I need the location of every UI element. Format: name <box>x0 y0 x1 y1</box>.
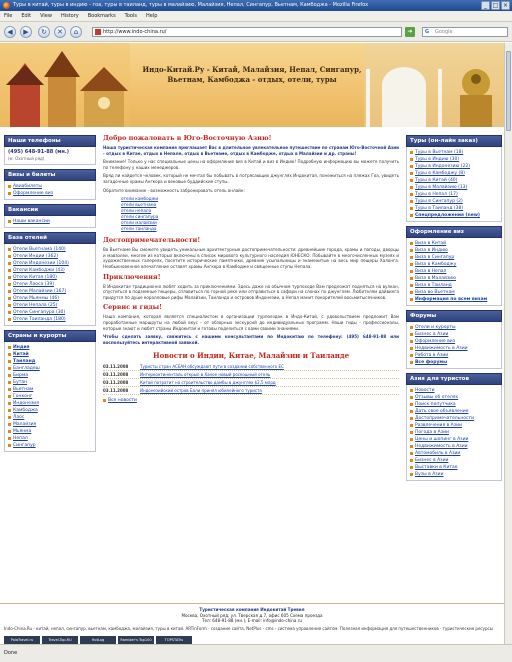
second-paragraph: Вряд ли найдется человек, который не мечтал бы побывать в потрясающих джунглях Индокитая, понежиться на пляжах Гоа, увидеть загадочные храмы Ангкора и вековые буддийские ступы. <box>103 173 399 184</box>
bullet-icon <box>8 311 11 314</box>
country-link[interactable]: Бангладеш <box>8 365 92 372</box>
hotel-booking-link[interactable]: отели вьетнама <box>121 202 157 208</box>
bullet-icon <box>410 298 413 301</box>
bullet-icon <box>410 417 413 420</box>
hotel-link[interactable]: Отели Мьянмы (46) <box>8 295 92 302</box>
hotels-list <box>4 244 96 326</box>
bullet-icon <box>8 353 11 356</box>
hotel-link[interactable]: Отели Таиланда (180) <box>8 316 92 323</box>
tour-link[interactable]: Туры в Малайзию (13) <box>410 184 498 191</box>
bullet-icon <box>410 424 413 427</box>
asia-link[interactable]: Отзывы об отелях <box>410 394 498 401</box>
bullet-icon <box>8 304 11 307</box>
tour-link[interactable]: Туры в Индонезию (22) <box>410 163 498 170</box>
asia-link[interactable]: Вузы в Азии <box>410 471 498 478</box>
consult-line: Чтобы сделать заявку, свяжитесь с нашими консультантами по Индокитаю по телефону: (495) 648-91-88 или воспользуйтесь интерактивной заявкой. <box>103 334 399 345</box>
bullet-icon <box>410 291 413 294</box>
bullet-icon <box>410 165 413 168</box>
bullet-icon <box>8 381 11 384</box>
attention-paragraph: Внимание! Только у нас специальные цены на оформление виз в Китай и виз в Индию! Подробную информацию вы можете получить по телефону у наших менеджеров. <box>103 159 399 170</box>
forum-link[interactable]: Бизнес в Азии <box>410 331 498 338</box>
menu-bookmarks[interactable]: Bookmarks <box>87 13 116 19</box>
asia-link[interactable]: Поиск попутчика <box>410 401 498 408</box>
left-sidebar <box>4 131 96 452</box>
bullet-icon <box>410 256 413 259</box>
bullet-icon <box>410 172 413 175</box>
service-paragraph: Наша компания, которая является специалистом в организации турпоездок в Индо-Китай, с удовольствием предложит Вам проработанные маршруты на любой вкус - от обзорных экскурсий до индивидуальных программ. Наши гиды - профессионалы, которые знают и любят страны Индокитая и готовы поделиться с вами своими знаниями. <box>103 314 399 331</box>
scrollbar-thumb[interactable] <box>506 51 511 131</box>
counter-badge[interactable]: Travel-Top.RU <box>42 636 78 644</box>
asia-link[interactable]: Новости <box>410 387 498 394</box>
tour-link[interactable]: Туры в Китай (40) <box>410 177 498 184</box>
asia-link[interactable]: Цены и шопинг в Азии <box>410 436 498 443</box>
site-favicon <box>95 29 101 35</box>
search-placeholder: Google <box>435 29 453 35</box>
bullet-icon <box>8 437 11 440</box>
bullet-icon <box>8 402 11 405</box>
counter-badge[interactable]: Rambler's Top100 <box>118 636 154 644</box>
country-link[interactable]: Гонконг <box>8 393 92 400</box>
hotel-link[interactable]: Отели Китая (180) <box>8 274 92 281</box>
hotel-link[interactable]: Отели Малайзии (167) <box>8 288 92 295</box>
country-link[interactable]: Лаос <box>8 414 92 421</box>
tour-link[interactable]: Туры в Индию (30) <box>410 156 498 163</box>
visa-link[interactable]: Виза в Таиланд <box>410 282 498 289</box>
bullet-icon <box>410 333 413 336</box>
country-link[interactable]: Сингапур <box>8 442 92 449</box>
bullet-icon <box>410 270 413 273</box>
hotel-booking-link[interactable]: отели непала <box>121 208 152 214</box>
visa-link[interactable]: Виза в Непал <box>410 268 498 275</box>
news-item[interactable]: 03.11.2008 Индонезийский остров Бали принял юбилейного туриста <box>103 387 399 395</box>
all-news-link[interactable]: Все новости <box>103 397 399 404</box>
url-bar[interactable] <box>92 27 402 37</box>
bullet-icon <box>8 395 11 398</box>
counter-badge[interactable]: PolaTravel.ru <box>4 636 40 644</box>
bullet-icon <box>8 416 11 419</box>
site-banner <box>0 43 504 127</box>
hotel-booking-link[interactable]: отели таиланда <box>121 226 157 232</box>
intro-paragraph: Наша туристическая компания приглашает Вас в длительное увлекательное путешествие по странам Юго-Восточной Азии - отдых в Китае, отдых в Непале, отдых в Вьетнаме, отдых в Камбодже, отдых в Малайзии и др. страны! <box>103 145 399 156</box>
bullet-icon <box>8 192 11 195</box>
vertical-scrollbar[interactable] <box>504 43 512 644</box>
bullet-icon <box>410 354 413 357</box>
status-bar <box>0 644 512 662</box>
sights-heading: Достопримечательности! <box>103 236 201 245</box>
tour-link[interactable]: Туры в Камбоджу (8) <box>410 170 498 177</box>
visa-link[interactable]: Виза в Сингапур <box>410 254 498 261</box>
bullet-icon <box>103 399 106 402</box>
bullet-icon <box>410 340 413 343</box>
asia-heading: Азия для туристов <box>406 373 502 385</box>
stop-icon[interactable]: ✕ <box>54 26 66 38</box>
hotel-link[interactable]: Отели Индии (362) <box>8 253 92 260</box>
country-link[interactable]: Бутан <box>8 379 92 386</box>
url-text: http://www.indo-china.ru/ <box>103 29 167 35</box>
pagoda-illustration <box>0 43 130 127</box>
hotel-booking-link[interactable]: отели малайзии <box>121 220 157 226</box>
select-paragraph: Обратите внимание - возможность забронировать отель онлайн: <box>103 187 245 193</box>
news-item[interactable]: 03.11.2008 Туристы стран АСЕАН обсуждают пути в создании собственного ЕС <box>103 363 399 371</box>
visa-service-heading: Оформление виз <box>406 226 502 238</box>
menu-view[interactable]: View <box>40 13 52 19</box>
bullet-icon <box>8 374 11 377</box>
hotel-link[interactable]: Отели Вьетнама (140) <box>8 246 92 253</box>
asia-link[interactable]: Развлечения в Азии <box>410 422 498 429</box>
bullet-icon <box>410 151 413 154</box>
bullet-icon <box>410 473 413 476</box>
news-item[interactable]: 03.11.2008 Интерконтиненталь открыл в Ханое новый роскошный отель <box>103 371 399 379</box>
menubar <box>0 11 512 22</box>
bullet-icon <box>410 396 413 399</box>
bullet-icon <box>8 423 11 426</box>
bullet-icon <box>8 346 11 349</box>
news-heading: Новости о Индии, Китае, Малайзии и Таиланде <box>152 351 350 361</box>
menu-tools[interactable]: Tools <box>124 13 137 19</box>
bullet-icon <box>410 347 413 350</box>
bullet-icon <box>8 360 11 363</box>
tour-link[interactable]: Туры в Непал (17) <box>410 191 498 198</box>
bullet-icon <box>8 283 11 286</box>
visa-link[interactable]: Виза в Камбоджу <box>410 261 498 268</box>
visa-link[interactable]: Виза в Малайзию <box>410 275 498 282</box>
tour-link[interactable]: Туры в Вьетнам (18) <box>410 149 498 156</box>
country-link[interactable]: Индонезия <box>8 400 92 407</box>
tours-list <box>406 147 502 222</box>
bullet-icon <box>410 242 413 245</box>
forums-heading: Форумы <box>406 310 502 322</box>
phones-heading: Наши телефоны <box>4 135 96 147</box>
maximize-button[interactable]: □ <box>492 2 499 9</box>
bullet-icon <box>8 318 11 321</box>
status-text: Done <box>4 650 18 656</box>
forum-link[interactable]: Отели и курорты <box>410 324 498 331</box>
bullet-icon <box>8 430 11 433</box>
bullet-icon <box>8 388 11 391</box>
banner-title: Индо-Китай.Ру - Китай, Малайзия, Непал, Сингапур, Вьетнам, Камбоджа - отдых, отели, туры <box>142 65 362 84</box>
bullet-icon <box>410 410 413 413</box>
bullet-icon <box>410 431 413 434</box>
hotel-link[interactable]: Отели Сингапура (30) <box>8 309 92 316</box>
firefox-icon <box>3 2 10 9</box>
all-forums-link[interactable]: Все форумы <box>410 359 498 366</box>
hotel-link[interactable]: Отели Камбоджи (43) <box>8 267 92 274</box>
go-button[interactable]: ➜ <box>405 27 415 37</box>
counter-badge[interactable]: HotLog <box>80 636 116 644</box>
footer-company: Туристическая компания Индокитай Тревел <box>199 607 305 612</box>
bullet-icon <box>410 326 413 329</box>
country-link[interactable]: Индия <box>8 344 92 351</box>
navigation-toolbar <box>0 22 512 42</box>
bullet-icon <box>410 249 413 252</box>
search-input[interactable] <box>422 27 508 37</box>
all-visas-link[interactable]: Информация по всем визам <box>410 296 498 303</box>
bullet-icon <box>410 438 413 441</box>
home-icon[interactable]: ⌂ <box>70 26 82 38</box>
counter-badge[interactable]: TOPSTATru <box>156 636 192 644</box>
hotel-booking-link[interactable]: отели сингапура <box>121 214 159 220</box>
bullet-icon <box>410 207 413 210</box>
bullet-icon <box>410 200 413 203</box>
bullet-icon <box>8 185 11 188</box>
welcome-heading: Добро пожаловать в Юго-Восточную Азию! <box>103 134 272 142</box>
bullet-icon <box>8 290 11 293</box>
tour-link[interactable]: Туры в Таиланд (38) <box>410 205 498 212</box>
left-visa-link[interactable]: Оформление виз <box>8 190 92 197</box>
forward-icon[interactable]: ▶ <box>20 26 32 38</box>
asia-link[interactable]: Выставки в Китае <box>410 464 498 471</box>
menu-help[interactable]: Help <box>146 13 158 19</box>
asia-link[interactable]: Погода в Азии <box>410 429 498 436</box>
bullet-icon <box>8 367 11 370</box>
bullet-icon <box>8 262 11 265</box>
hotel-link[interactable]: Отели Лаоса (39) <box>8 281 92 288</box>
footer-address: Москва, Охотный ряд, ул. Тверская д.7, офис 605 Схема проезда <box>181 612 323 618</box>
hotels-heading: База отелей <box>4 232 96 244</box>
main-content <box>103 131 399 404</box>
bullet-icon <box>8 297 11 300</box>
country-link[interactable]: Мьянма <box>8 428 92 435</box>
asia-link[interactable]: Недвижимость в Азии <box>410 443 498 450</box>
bullet-icon <box>410 452 413 455</box>
footer-seo-text: Indo-China.Ru - китай, непал, сингапур, вьетнам, камбоджа, малайзия, туры в китай. ARTinForm - создание сайта, NetPlus - cms - система управления сайтом. Полезная информация для путешественников - туристические ресурсы <box>4 626 493 631</box>
page-content <box>0 43 504 644</box>
temples-illustration <box>364 43 504 127</box>
bullet-icon <box>410 214 413 217</box>
left-visa-link[interactable]: Авиабилеты <box>8 183 92 190</box>
vacancies-link[interactable]: Наши вакансии <box>8 218 92 225</box>
counter-badges <box>4 636 192 644</box>
hotel-booking-links <box>121 196 399 232</box>
forum-link[interactable]: Оформление виз <box>410 338 498 345</box>
page-footer <box>0 603 504 644</box>
forums-list <box>406 322 502 369</box>
bullet-icon <box>410 263 413 266</box>
news-item[interactable]: 03.11.2008 Китай потратит на строительство дамбы в джунглях $2,5 млрд <box>103 379 399 387</box>
phone-note: (м. Охотный ряд) <box>8 156 45 161</box>
forum-link[interactable]: Недвижимость в Азии <box>410 345 498 352</box>
country-link[interactable]: Малайзия <box>8 421 92 428</box>
country-link[interactable]: Китай <box>8 351 92 358</box>
bullet-icon <box>410 403 413 406</box>
reload-icon[interactable]: ↻ <box>38 26 50 38</box>
bullet-icon <box>410 389 413 392</box>
hotel-booking-link[interactable]: отели камбоджи <box>121 196 159 202</box>
asia-link[interactable]: Достопримечательности <box>410 415 498 422</box>
visa-list <box>406 238 502 306</box>
country-link[interactable]: Таиланд <box>8 358 92 365</box>
country-link[interactable]: Вьетнам <box>8 386 92 393</box>
window-title: Туры в китай, туры в индию - гоа, туры в таиланд, туры в малайзию, Малайзия, Непал, Сингапур, Вьетнам, Камбоджа - Mozilla Firefox <box>13 2 369 8</box>
bullet-icon <box>410 186 413 189</box>
bullet-icon <box>8 255 11 258</box>
country-link[interactable]: Камбоджа <box>8 407 92 414</box>
asia-list <box>406 385 502 481</box>
hotel-link[interactable]: Отели Непала (25) <box>8 302 92 309</box>
news-list <box>103 363 399 395</box>
bullet-icon <box>8 409 11 412</box>
footer-contacts: Тел: 648-91-88 (мн.), E-mail: info@indo-china.ru <box>201 618 302 624</box>
vacancies-heading: Вакансии <box>4 204 96 216</box>
bullet-icon <box>410 179 413 182</box>
bullet-icon <box>410 361 413 364</box>
bullet-icon <box>410 459 413 462</box>
hotel-link[interactable]: Отели Индонезии (104) <box>8 260 92 267</box>
menu-file[interactable]: File <box>4 13 13 19</box>
minimize-button[interactable]: _ <box>481 1 490 10</box>
bullet-icon <box>410 445 413 448</box>
asia-link[interactable]: Автомобиль в Азии <box>410 450 498 457</box>
bullet-icon <box>8 276 11 279</box>
phone-number: (495) 648-91-88 (мн.) <box>8 149 70 155</box>
window-titlebar <box>0 0 512 11</box>
menu-edit[interactable]: Edit <box>21 13 32 19</box>
service-heading: Сервис и гиды! <box>103 303 163 312</box>
visa-link[interactable]: Виза в Индию <box>410 247 498 254</box>
country-link[interactable]: Бирма <box>8 372 92 379</box>
adventures-paragraph: В Индокитае традиционно любят ходить за приключениями. Здесь даже на обычном турпоходе Вам предложат подняться на вулкан, спуститься в подземные пещеры, сплавиться по горной реке или отправиться в сафари на слонах по джунглям. Любителям дайвинга придутся по душе коралловые рифы Малайзии, Таиланда и островов Индонезии, а Непал манит покорителей восьмитысячников. <box>103 283 399 300</box>
bullet-icon <box>410 466 413 469</box>
asia-link[interactable]: Дать свое объявление <box>410 408 498 415</box>
back-icon[interactable]: ◀ <box>4 26 16 38</box>
asia-link[interactable]: Бизнес в Азии <box>410 457 498 464</box>
close-button[interactable]: × <box>502 2 509 9</box>
bullet-icon <box>8 269 11 272</box>
bullet-icon <box>410 277 413 280</box>
bullet-icon <box>410 193 413 196</box>
countries-heading: Страны и курорты <box>4 330 96 342</box>
visa-link[interactable]: Виза во Вьетнам <box>410 289 498 296</box>
visas-heading: Визы и билеты <box>4 169 96 181</box>
sights-paragraph: Во Вьетнаме Вы сможете увидеть уникальные архитектурные достопримечательности: древнейшие города, храмы и пагоды, дворцы и мавзолеи, многие из которых включены в список мирового культурного наследия ЮНЕСКО. Побывайте в многочисленных музеях и художественных галереях, посетите исторические памятники, древние усыпальницы и знаменитые на весь мир пещеры Халонга. Необыкновенное впечатление оставят храмы Ангкора в Камбодже и священные ступы Непала. <box>103 247 399 269</box>
countries-list <box>4 342 96 452</box>
bullet-icon <box>410 158 413 161</box>
menu-history[interactable]: History <box>60 13 79 19</box>
forum-link[interactable]: Работа в Азии <box>410 352 498 359</box>
visa-link[interactable]: Виза в Китай <box>410 240 498 247</box>
special-offers-link[interactable]: Спецпредложения (new) <box>410 212 498 219</box>
right-sidebar <box>406 131 502 481</box>
bullet-icon <box>410 284 413 287</box>
country-link[interactable]: Непал <box>8 435 92 442</box>
bullet-icon <box>8 444 11 447</box>
adventures-heading: Приключения! <box>103 272 161 281</box>
bullet-icon <box>8 220 11 223</box>
tours-heading: Туры (он-лайн заказ) <box>406 135 502 147</box>
tour-link[interactable]: Туры в Сингапур (2) <box>410 198 498 205</box>
bullet-icon <box>8 248 11 251</box>
google-icon: G <box>425 29 430 35</box>
